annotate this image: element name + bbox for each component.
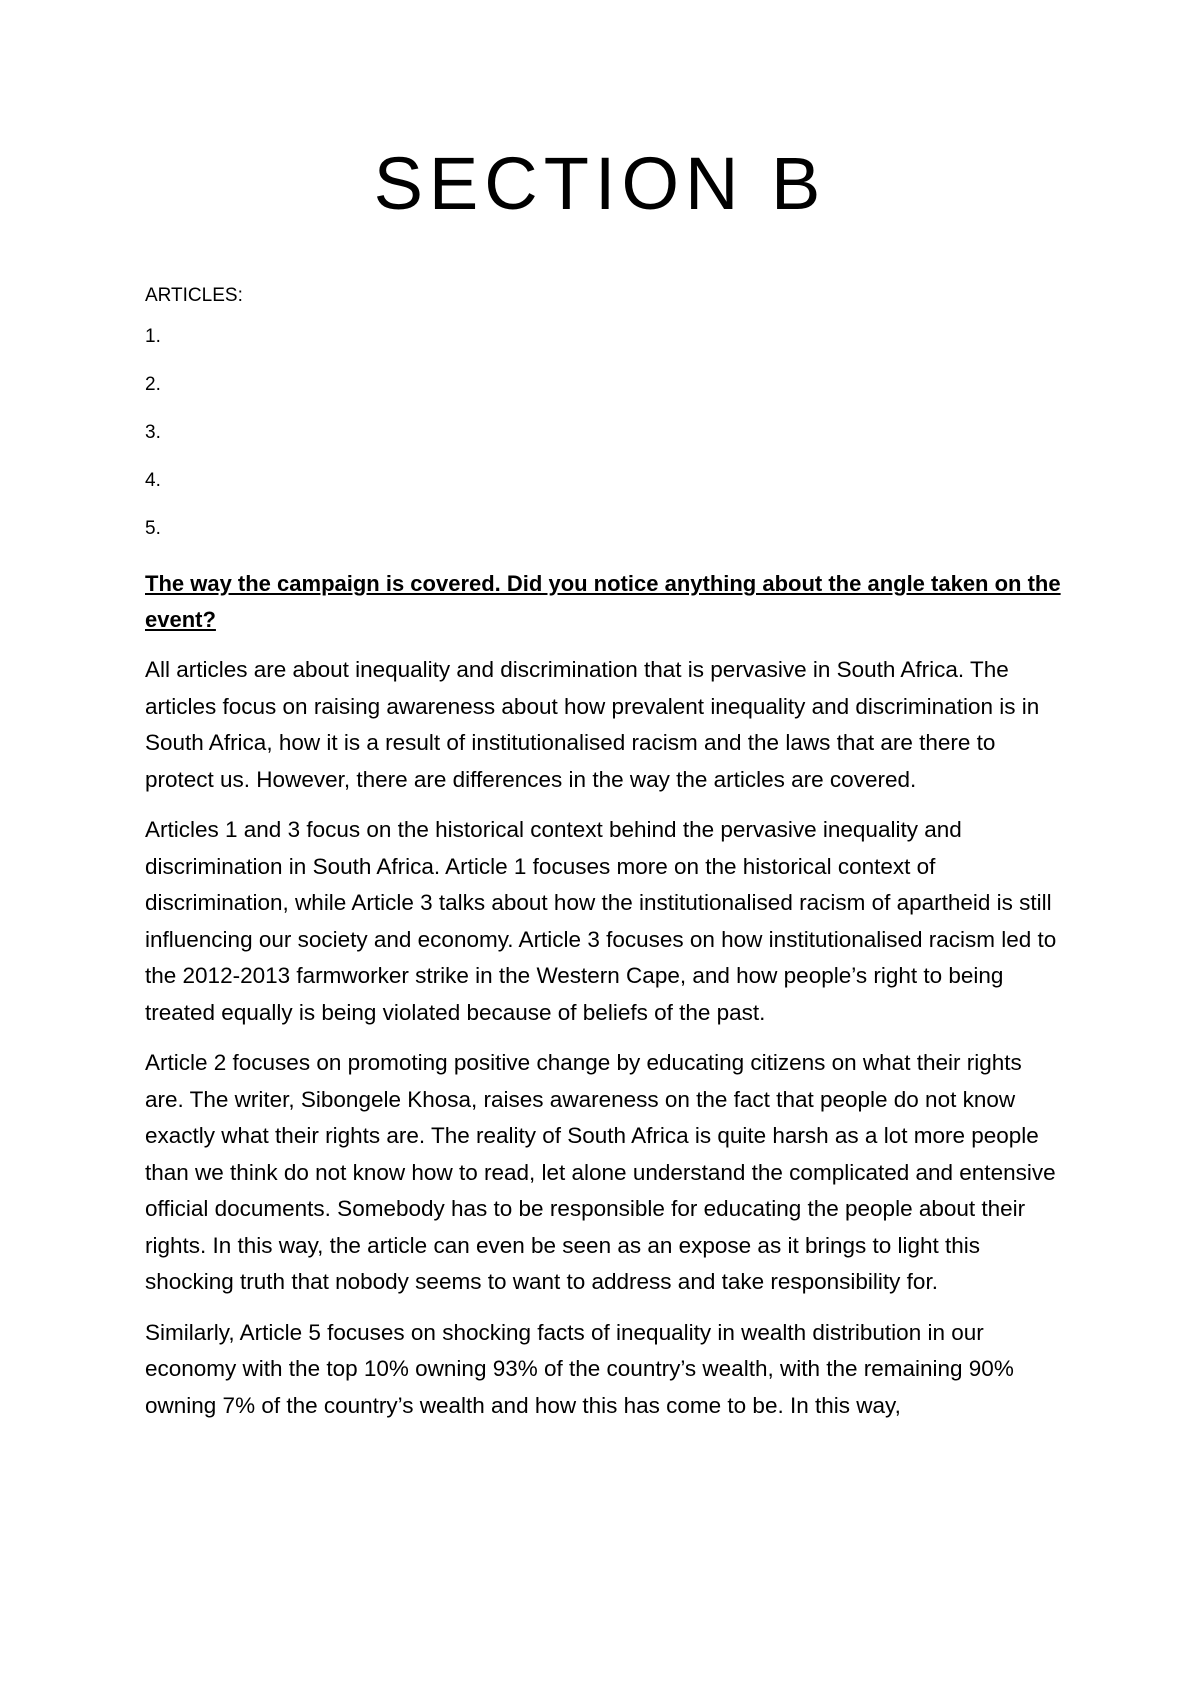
- paragraph: Articles 1 and 3 focus on the historical context behind the pervasive inequality and discrimination in South Africa. Article 1 focuses more on the historical context of discrimination, while Article 3 talks about how the institutionalised racism of apartheid is still influencing our society and economy. Article 3 focuses on how institutionalised racism led to the 2012-2013 farmworker strike in the Western Cape, and how people’s right to being treated equally is being violated because of beliefs of the past.: [145, 817, 1057, 1025]
- articles-list: [145, 325, 1065, 565]
- list-item: 1.: [145, 326, 161, 347]
- list-item: 5.: [145, 518, 161, 539]
- question-heading: The way the campaign is covered. Did you notice anything about the angle taken on the event?: [145, 571, 1061, 632]
- list-item: 3.: [145, 422, 161, 443]
- paragraph: Article 2 focuses on promoting positive change by educating citizens on what their rights are. The writer, Sibongele Khosa, raises awareness on the fact that people do not know exactly what their rights are. The reality of South Africa is quite harsh as a lot more people than we think do not know how to read, let alone understand the complicated and entensive official documents. Somebody has to be responsible for educating the people about their rights. In this way, the article can even be seen as an expose as it brings to light this shocking truth that nobody seems to want to address and take responsibility for.: [145, 1050, 1056, 1294]
- document-body: [145, 278, 1065, 1424]
- articles-label: ARTICLES:: [145, 285, 243, 306]
- list-item: 2.: [145, 374, 161, 395]
- paragraph: All articles are about inequality and discrimination that is pervasive in South Africa. The articles focus on raising awareness about how prevalent inequality and discrimination is in South Africa, how it is a result of institutionalised racism and the laws that are there to protect us. However, there are differences in the way the articles are covered.: [145, 657, 1040, 792]
- list-item: 4.: [145, 470, 161, 491]
- page-title: SECTION B: [373, 142, 827, 225]
- paragraph: Similarly, Article 5 focuses on shocking facts of inequality in wealth distribution in our economy with the top 10% owning 93% of the country’s wealth, with the remaining 90% owning 7% of the country’s wealth and how this has come to be. In this way,: [145, 1319, 1014, 1418]
